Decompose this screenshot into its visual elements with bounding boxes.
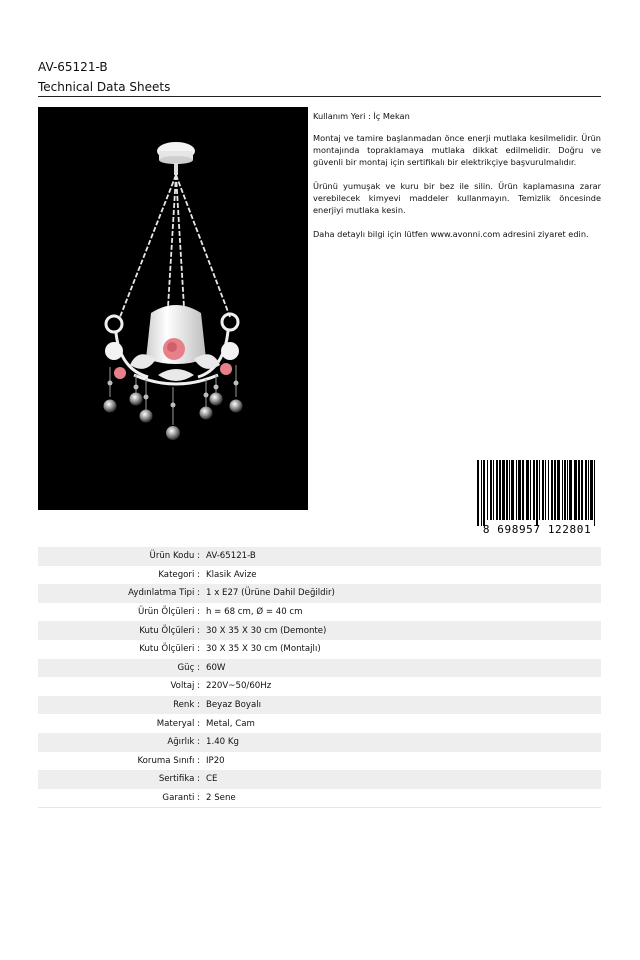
barcode-bar bbox=[499, 460, 501, 520]
spec-row bbox=[38, 621, 601, 640]
spec-row bbox=[38, 659, 601, 678]
spec-separator: : bbox=[194, 569, 200, 580]
spec-value: AV-65121-B bbox=[206, 551, 256, 562]
product-code-heading: AV-65121-B bbox=[38, 60, 108, 74]
barcode-bar bbox=[548, 460, 549, 520]
spec-label-text: Ürün Ölçüleri bbox=[137, 607, 195, 618]
barcode-bar bbox=[569, 460, 572, 520]
barcode-bar bbox=[562, 460, 563, 520]
spec-label bbox=[38, 681, 203, 691]
barcode-bar bbox=[536, 460, 538, 526]
spec-value: 1 x E27 (Ürüne Dahil Değildir) bbox=[206, 588, 335, 599]
usage-label: Kullanım Yeri bbox=[313, 111, 366, 121]
barcode-bar bbox=[483, 460, 485, 526]
header-divider bbox=[38, 96, 601, 97]
spec-label-text: Garanti bbox=[162, 793, 195, 804]
barcode-bar bbox=[542, 460, 544, 520]
usage-line: Kullanım Yeri : İç Mekan bbox=[313, 111, 410, 121]
spec-row bbox=[38, 677, 601, 696]
barcode-bars bbox=[475, 460, 599, 536]
barcode-bar bbox=[477, 460, 479, 526]
barcode-bar bbox=[487, 460, 488, 520]
spec-separator: : bbox=[194, 681, 200, 692]
spec-separator: : bbox=[194, 700, 200, 711]
cleaning-note: Ürünü yumuşak ve kuru bir bez ile silin. Ürün kaplamasına zarar verebilecek kimyevi maddeler kullanmayın. Temizlik öncesinde enerjiyi mutlaka kesin. bbox=[313, 181, 601, 215]
barcode-bar bbox=[545, 460, 546, 520]
spec-separator: : bbox=[194, 774, 200, 785]
barcode-bar bbox=[539, 460, 540, 520]
spec-label bbox=[38, 570, 203, 580]
spec-label-text: Koruma Sınıfı bbox=[137, 755, 195, 766]
barcode-bar bbox=[496, 460, 498, 520]
spec-label-text: Renk bbox=[173, 700, 195, 711]
spec-separator: : bbox=[194, 793, 200, 804]
spec-label-text: Sertifika bbox=[158, 774, 195, 785]
spec-value: CE bbox=[206, 774, 218, 785]
spec-value: Klasik Avize bbox=[206, 569, 257, 580]
spec-value: IP20 bbox=[206, 755, 225, 766]
spec-separator: : bbox=[194, 644, 200, 655]
spec-row bbox=[38, 733, 601, 752]
spec-separator: : bbox=[194, 588, 200, 599]
barcode-bar bbox=[581, 460, 583, 520]
spec-label bbox=[38, 626, 203, 636]
spec-value: Metal, Cam bbox=[206, 718, 255, 729]
spec-label-text: Aydınlatma Tipi bbox=[128, 588, 195, 599]
spec-label bbox=[38, 719, 203, 729]
spec-label-text: Güç bbox=[177, 662, 195, 673]
barcode-bar bbox=[578, 460, 580, 520]
barcode-bar bbox=[594, 460, 595, 526]
spec-label bbox=[38, 663, 203, 673]
spec-row bbox=[38, 714, 601, 733]
spec-value: Beyaz Boyalı bbox=[206, 700, 262, 711]
spec-value: 2 Sene bbox=[206, 793, 236, 804]
spec-label bbox=[38, 588, 203, 598]
specifications-table bbox=[38, 547, 601, 808]
spec-separator: : bbox=[194, 551, 200, 562]
spec-row bbox=[38, 603, 601, 622]
barcode-bar bbox=[554, 460, 556, 520]
spec-value: 60W bbox=[206, 662, 226, 673]
spec-row bbox=[38, 770, 601, 789]
spec-separator: : bbox=[194, 737, 200, 748]
barcode-bar bbox=[509, 460, 510, 520]
barcode-digits: 8 698957 122801 bbox=[482, 523, 592, 536]
spec-label-text: Voltaj bbox=[170, 681, 195, 692]
spec-separator: : bbox=[194, 718, 200, 729]
spec-label bbox=[38, 793, 203, 803]
barcode-bar bbox=[533, 460, 535, 520]
barcode-bar bbox=[490, 460, 492, 520]
spec-row bbox=[38, 789, 601, 808]
barcode bbox=[475, 460, 599, 536]
product-photo bbox=[38, 107, 308, 510]
barcode-bar bbox=[481, 460, 482, 526]
barcode-bar bbox=[574, 460, 577, 520]
barcode-bar bbox=[493, 460, 494, 520]
barcode-bar bbox=[522, 460, 524, 520]
spec-label bbox=[38, 607, 203, 617]
spec-separator: : bbox=[194, 662, 200, 673]
spec-value: 30 X 35 X 30 cm (Montajlı) bbox=[206, 644, 321, 655]
spec-value: h = 68 cm, Ø = 40 cm bbox=[206, 607, 303, 618]
spec-row bbox=[38, 640, 601, 659]
barcode-bar bbox=[588, 460, 589, 520]
barcode-bar bbox=[557, 460, 560, 520]
spec-label-text: Kategori bbox=[158, 569, 195, 580]
spec-label bbox=[38, 737, 203, 747]
spec-label-text: Kutu Ölçüleri bbox=[139, 644, 195, 655]
barcode-bar bbox=[530, 460, 531, 520]
barcode-bar bbox=[567, 460, 568, 520]
spec-value: 220V~50/60Hz bbox=[206, 681, 272, 692]
barcode-bar bbox=[511, 460, 514, 520]
spec-separator: : bbox=[194, 755, 200, 766]
spec-value: 1.40 Kg bbox=[206, 737, 239, 748]
spec-label bbox=[38, 774, 203, 784]
barcode-bar bbox=[590, 460, 593, 520]
spec-row bbox=[38, 696, 601, 715]
spec-label bbox=[38, 551, 203, 561]
barcode-bar bbox=[506, 460, 508, 520]
barcode-bar bbox=[585, 460, 587, 520]
barcode-bar bbox=[551, 460, 553, 520]
document-subtitle: Technical Data Sheets bbox=[38, 80, 171, 94]
spec-row bbox=[38, 752, 601, 771]
chandelier-illustration bbox=[38, 107, 308, 510]
spec-separator: : bbox=[194, 625, 200, 636]
spec-label bbox=[38, 700, 203, 710]
info-panel bbox=[313, 110, 601, 252]
spec-label-text: Kutu Ölçüleri bbox=[139, 625, 195, 636]
spec-label bbox=[38, 644, 203, 654]
usage-value: İç Mekan bbox=[373, 111, 410, 121]
website-note: Daha detaylı bilgi için lütfen www.avonni.com adresini ziyaret edin. bbox=[313, 229, 589, 239]
spec-label-text: Materyal bbox=[156, 718, 195, 729]
spec-label bbox=[38, 756, 203, 766]
barcode-bar bbox=[502, 460, 505, 520]
spec-row bbox=[38, 584, 601, 603]
spec-label-text: Ürün Kodu bbox=[149, 551, 195, 562]
barcode-bar bbox=[516, 460, 517, 520]
spec-row bbox=[38, 566, 601, 585]
installation-note: Montaj ve tamire başlanmadan önce enerji mutlaka kesilmelidir. Ürün montajında topraklamaya mutlaka dikkat edilmelidir. Doğru ve güvenli bir montaj için sertifikalı bir elektrikçiye başvurulmalıdır. bbox=[313, 133, 601, 167]
spec-separator: : bbox=[194, 607, 200, 618]
barcode-bar bbox=[526, 460, 529, 520]
barcode-bar bbox=[564, 460, 566, 520]
spec-label-text: Ağırlık bbox=[167, 737, 195, 748]
spec-value: 30 X 35 X 30 cm (Demonte) bbox=[206, 625, 327, 636]
spec-row bbox=[38, 547, 601, 566]
barcode-bar bbox=[518, 460, 521, 520]
